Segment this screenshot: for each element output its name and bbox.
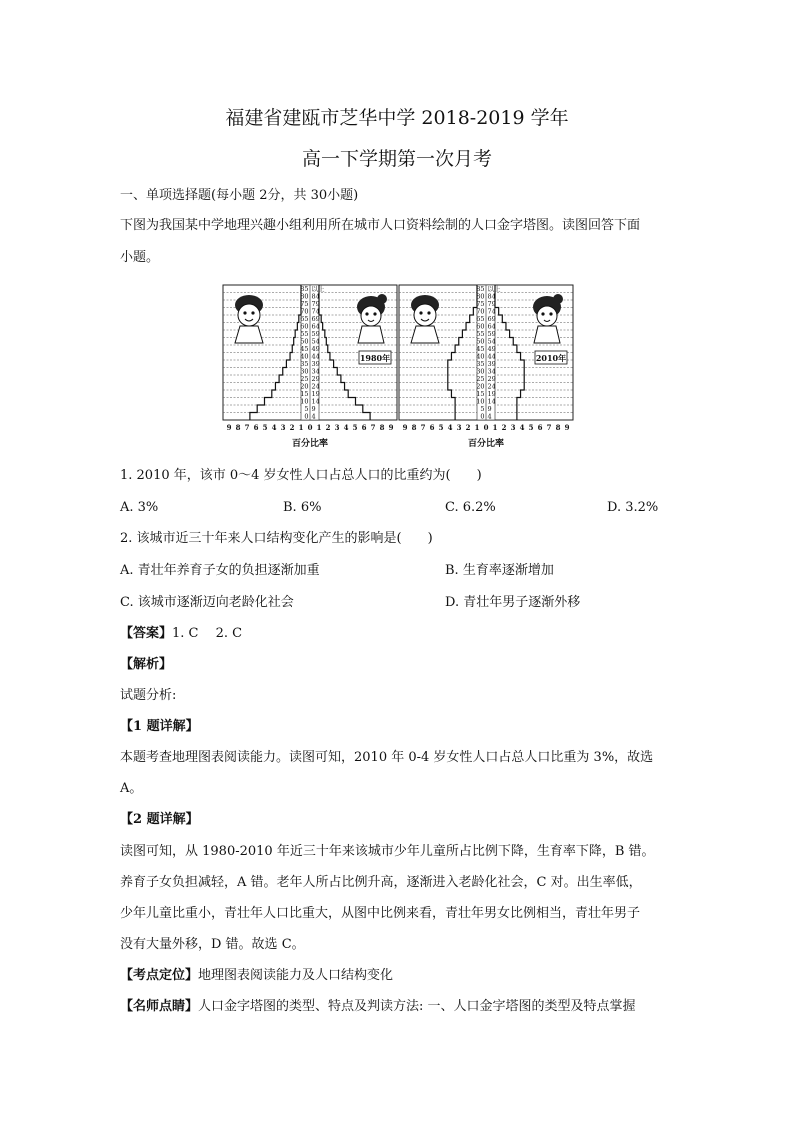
panel-2010-x-tick-label: 1	[474, 423, 480, 432]
population-pyramid-svg	[222, 283, 574, 454]
panel-1980-age-high-label: 39	[311, 360, 320, 368]
boy-face	[238, 304, 260, 326]
q2-option-a: A. 青壮年养育子女的负担逐渐加重	[120, 563, 320, 578]
panel-1980-x-tick-label: 5	[262, 423, 268, 432]
page-title-line2: 高一下学期第一次月考	[301, 148, 492, 170]
answer-line	[120, 626, 242, 642]
panel-1980-x-tick-label: 6	[253, 423, 259, 432]
panel-1980-age-low-label: 10	[300, 397, 309, 406]
panel-2010-boy-cartoon-icon	[411, 295, 439, 343]
panel-2010-age-high-label: 14	[487, 397, 496, 406]
panel-1980-age-low-label: 80	[300, 292, 309, 301]
panel-1980-age-low-label: 20	[300, 382, 309, 391]
panel-1980-age-low-label: 65	[300, 315, 309, 323]
panel-2010-age-low-label: 70	[476, 307, 485, 316]
panel-1980-x-tick-label: 1	[298, 423, 304, 432]
section-heading: 一、单项选择题(每小题 2分，共 30小题)	[120, 188, 359, 203]
panel-1980-x-tick-label: 0	[307, 423, 313, 432]
boy-eye	[243, 311, 246, 314]
panel-1980-x-tick-label: 8	[379, 423, 385, 432]
panel-1980-age-low-label: 40	[300, 352, 309, 361]
panel-1980-boy-cartoon-icon	[235, 295, 263, 343]
panel-2010-age-high-label: 84	[487, 292, 496, 301]
analysis-sub: 试题分析:	[120, 688, 177, 703]
panel-1980-age-high-label: 54	[311, 337, 320, 346]
kaodian-text: 地理图表阅读能力及人口结构变化	[198, 968, 394, 983]
panel-2010-x-tick-label: 2	[501, 423, 507, 432]
detail2-line-2: 养育子女负担减轻，A 错。老年人所占比例升高，逐渐进入老龄化社会，C 对。出生率低，	[120, 875, 642, 890]
detail2-line-1: 读图可知，从 1980-2010 年近三十年来该城市少年儿童所占比例下降，生育率下降，B 错。	[120, 844, 655, 859]
panel-1980-age-high-label: 74	[311, 307, 320, 316]
panel-1980-age-low-label: 0	[304, 412, 309, 421]
panel-2010-x-tick-label: 3	[456, 423, 462, 432]
panel-1980-age-high-label: 64	[311, 322, 320, 331]
panel-2010-age-high-label: 24	[487, 382, 496, 391]
detail2-line-3: 少年儿童比重小，青壮年人口比重大，从图中比例来看，青壮年男女比例相当，青壮年男子	[120, 906, 641, 921]
detail1-line-2: A。	[120, 781, 143, 796]
q2-option-d: D. 青壮年男子逐渐外移	[445, 595, 581, 610]
panel-2010-x-tick-label: 6	[429, 423, 435, 432]
panel-1980-age-low-label: 45	[300, 345, 309, 353]
panel-2010-age-low-label: 0	[480, 412, 485, 421]
analysis-label: 【解析】	[120, 657, 173, 672]
q2-option-c: C. 该城市逐渐迈向老龄化社会	[120, 595, 294, 610]
q1-option-a: A. 3%	[120, 500, 159, 515]
panel-2010-age-high-label: 54	[487, 337, 496, 346]
detail1-label: 【1 题详解】	[120, 719, 199, 734]
panel-1980-x-tick-label: 3	[280, 423, 286, 432]
panel-1980-age-high-label: 44	[311, 352, 320, 361]
panel-2010-x-tick-label: 8	[411, 423, 417, 432]
panel-2010-age-low-label: 55	[476, 330, 485, 338]
panel-1980-age-low-label: 25	[300, 375, 309, 383]
panel-1980-age-high-label: 59	[311, 330, 320, 338]
panel-2010-x-tick-label: 5	[528, 423, 534, 432]
q2-option-b: B. 生育率逐渐增加	[445, 563, 554, 578]
panel-1980-age-low-label: 60	[300, 322, 309, 331]
detail2-label: 【2 题详解】	[120, 812, 199, 827]
answer-label: 【答案】	[120, 626, 173, 641]
boy-face	[414, 304, 436, 326]
panel-1980-age-low-label: 55	[300, 330, 309, 338]
panel-1980-x-tick-label: 5	[352, 423, 358, 432]
panel-1980-x-tick-label: 9	[388, 423, 394, 432]
panel-1980-age-high-label: 以上	[311, 285, 325, 293]
panel-2010-age-low-label: 10	[476, 397, 485, 406]
panel-1980-x-tick-label: 8	[235, 423, 241, 432]
panel-2010-age-low-label: 20	[476, 382, 485, 391]
panel-2010-age-high-label: 34	[487, 367, 496, 376]
mingshi-text: 人口金字塔图的类型、特点及判读方法: 一、人口金字塔图的类型及特点掌握	[198, 999, 636, 1014]
girl-eye	[365, 312, 368, 315]
mingshi-line	[120, 999, 636, 1015]
page-title-line1: 福建省建瓯市芝华中学 2018-2019 学年	[225, 107, 569, 129]
panel-1980-x-tick-label: 7	[370, 423, 376, 432]
girl-body	[534, 326, 560, 343]
panel-2010-x-tick-label: 0	[483, 423, 489, 432]
panel-1980-year-label: 1980年	[359, 353, 391, 363]
panel-2010-age-low-label: 5	[480, 405, 485, 413]
boy-eye	[427, 311, 430, 314]
detail2-line-4: 没有大量外移，D 错。故选 C。	[120, 937, 305, 952]
girl-eye	[541, 312, 544, 315]
panel-2010-axis-caption: 百分比率	[467, 439, 505, 449]
boy-body	[235, 326, 263, 343]
panel-2010-age-low-label: 25	[476, 375, 485, 383]
mingshi-label: 【名师点睛】	[120, 999, 199, 1014]
panel-2010-age-high-label: 19	[487, 390, 496, 398]
panel-1980-age-high-label: 9	[311, 405, 316, 413]
panel-1980-x-tick-label: 6	[361, 423, 367, 432]
panel-2010-x-tick-label: 1	[492, 423, 498, 432]
panel-2010-age-high-label: 44	[487, 352, 496, 361]
panel-1980-x-tick-label: 3	[334, 423, 340, 432]
panel-2010-age-high-label: 74	[487, 307, 496, 316]
panel-2010-x-tick-label: 9	[402, 423, 408, 432]
panel-1980-x-tick-label: 4	[271, 423, 277, 432]
panel-1980-age-low-label: 75	[300, 300, 309, 308]
girl-body	[358, 326, 384, 343]
panel-2010-age-low-label: 65	[476, 315, 485, 323]
panel-2010-x-tick-label: 2	[465, 423, 471, 432]
girl-eye	[549, 312, 552, 315]
panel-2010-age-low-label: 50	[476, 337, 485, 346]
panel-2010-age-high-label: 39	[487, 360, 496, 368]
girl-eye	[373, 312, 376, 315]
panel-2010-age-high-label: 64	[487, 322, 496, 331]
boy-body	[411, 326, 439, 343]
panel-2010-age-high-label: 29	[487, 375, 496, 383]
q1-option-b: B. 6%	[283, 500, 322, 515]
panel-1980-age-low-label: 5	[304, 405, 309, 413]
panel-2010-age-high-label: 以上	[487, 285, 501, 293]
panel-2010-x-tick-label: 8	[555, 423, 561, 432]
intro-line-1: 下图为我国某中学地理兴趣小组利用所在城市人口资料绘制的人口金字塔图。读图回答下面	[120, 218, 641, 233]
panel-2010-age-low-label: 30	[476, 367, 485, 376]
panel-1980-axis-caption: 百分比率	[291, 439, 329, 449]
panel-1980-age-high-label: 14	[311, 397, 320, 406]
panel-2010-x-tick-label: 5	[438, 423, 444, 432]
boy-eye	[419, 311, 422, 314]
panel-2010-age-low-label: 45	[476, 345, 485, 353]
panel-2010-age-high-label: 49	[487, 345, 496, 353]
panel-2010-age-low-label: 40	[476, 352, 485, 361]
answer-text: 1. C 2. C	[172, 626, 243, 641]
panel-2010-x-tick-label: 9	[564, 423, 570, 432]
kaodian-label: 【考点定位】	[120, 968, 199, 983]
kaodian-line	[120, 968, 393, 984]
panel-2010-x-tick-label: 3	[510, 423, 516, 432]
panel-1980-age-high-label: 4	[311, 412, 316, 421]
panel-1980-age-high-label: 29	[311, 375, 320, 383]
panel-2010-age-low-label: 85	[476, 285, 485, 293]
panel-1980-x-tick-label: 1	[316, 423, 322, 432]
panel-2010-x-tick-label: 4	[447, 423, 453, 432]
detail1-line-1: 本题考查地理图表阅读能力。读图可知，2010 年 0-4 岁女性人口占总人口比重为 3%，故选	[120, 750, 654, 765]
panel-1980-age-high-label: 69	[311, 315, 320, 323]
panel-2010-x-tick-label: 7	[420, 423, 426, 432]
boy-eye	[251, 311, 254, 314]
panel-1980-x-tick-label: 2	[289, 423, 295, 432]
q1-option-c: C. 6.2%	[445, 500, 496, 515]
panel-2010-year-label: 2010年	[535, 353, 567, 363]
girl-face	[537, 306, 557, 326]
q1-option-d: D. 3.2%	[607, 500, 659, 515]
panel-1980-age-high-label: 84	[311, 292, 320, 301]
panel-2010-age-low-label: 15	[476, 390, 485, 398]
panel-1980-age-low-label: 30	[300, 367, 309, 376]
panel-2010-age-high-label: 59	[487, 330, 496, 338]
panel-1980-x-tick-label: 4	[343, 423, 349, 432]
q1-stem: 1. 2010 年，该市 0～4 岁女性人口占总人口的比重约为( )	[120, 468, 482, 483]
panel-1980-age-low-label: 50	[300, 337, 309, 346]
panel-2010-age-low-label: 60	[476, 322, 485, 331]
panel-1980-x-tick-label: 7	[244, 423, 250, 432]
population-pyramid-figure	[222, 283, 574, 454]
panel-2010-x-tick-label: 4	[519, 423, 525, 432]
panel-1980-age-high-label: 49	[311, 345, 320, 353]
panel-1980-age-high-label: 34	[311, 367, 320, 376]
panel-2010-age-high-label: 4	[487, 412, 492, 421]
intro-line-2: 小题。	[120, 250, 160, 265]
panel-2010-age-low-label: 75	[476, 300, 485, 308]
panel-1980-age-high-label: 19	[311, 390, 320, 398]
panel-1980-age-low-label: 70	[300, 307, 309, 316]
panel-1980-age-high-label: 24	[311, 382, 320, 391]
panel-2010-age-low-label: 35	[476, 360, 485, 368]
q2-stem: 2. 该城市近三十年来人口结构变化产生的影响是( )	[120, 531, 433, 546]
panel-2010-age-high-label: 9	[487, 405, 492, 413]
panel-1980-x-tick-label: 9	[226, 423, 232, 432]
girl-face	[361, 306, 381, 326]
panel-1980-x-tick-label: 2	[325, 423, 331, 432]
panel-2010-age-high-label: 79	[487, 300, 496, 308]
panel-1980-age-low-label: 85	[300, 285, 309, 293]
panel-2010-age-high-label: 69	[487, 315, 496, 323]
panel-2010-x-tick-label: 6	[537, 423, 543, 432]
panel-1980-age-low-label: 35	[300, 360, 309, 368]
panel-1980-age-high-label: 79	[311, 300, 320, 308]
panel-1980-age-low-label: 15	[300, 390, 309, 398]
panel-2010-age-low-label: 80	[476, 292, 485, 301]
panel-2010-x-tick-label: 7	[546, 423, 552, 432]
